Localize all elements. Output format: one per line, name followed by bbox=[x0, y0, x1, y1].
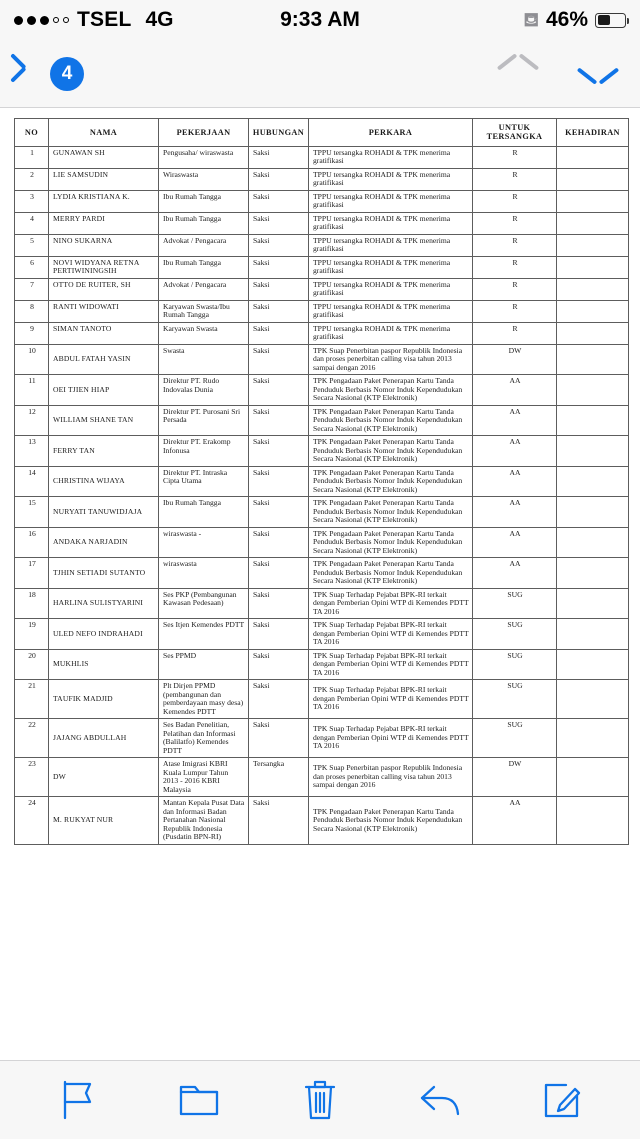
chevron-down-icon[interactable] bbox=[578, 61, 618, 87]
cell-hubungan: Saksi bbox=[249, 719, 309, 758]
cell-hubungan: Saksi bbox=[249, 278, 309, 300]
cell-untuk-tersangka: AA bbox=[473, 375, 557, 406]
unread-count-badge[interactable]: 4 bbox=[50, 57, 84, 91]
table-header bbox=[15, 119, 629, 147]
cell-perkara: TPK Suap Terhadap Pejabat BPK-RI terkait dengan Pemberian Opini WTP di Kemendes PDTT TA 2016 bbox=[309, 588, 473, 619]
cell-hubungan: Saksi bbox=[249, 190, 309, 212]
cell-perkara: TPK Suap Terhadap Pejabat BPK-RI terkait dengan Pemberian Opini WTP di Kemendes PDTT TA 2016 bbox=[309, 719, 473, 758]
cell-no: 17 bbox=[15, 558, 49, 589]
cell-kehadiran bbox=[557, 619, 629, 650]
cell-perkara: TPK Pengadaan Paket Penerapan Kartu Tanda Penduduk Berbasis Nomor Induk Kependudukan Secara Nasional (KTP Elektronik) bbox=[309, 466, 473, 497]
status-bar bbox=[0, 0, 640, 40]
cell-perkara: TPK Suap Terhadap Pejabat BPK-RI terkait dengan Pemberian Opini WTP di Kemendes PDTT TA 2016 bbox=[309, 649, 473, 680]
cell-untuk-tersangka: DW bbox=[473, 344, 557, 375]
table-row bbox=[15, 168, 629, 190]
cell-untuk-tersangka: AA bbox=[473, 405, 557, 436]
table-row bbox=[15, 497, 629, 528]
cell-kehadiran bbox=[557, 436, 629, 467]
cell-nama: TAUFIK MADJID bbox=[49, 680, 159, 719]
cell-pekerjaan: wiraswasta bbox=[159, 558, 249, 589]
cell-no: 13 bbox=[15, 436, 49, 467]
cell-perkara: TPK Suap Penerbitan paspor Republik Indonesia dan proses penerbitan calling visa tahun 2013 sampai dengan 2016 bbox=[309, 344, 473, 375]
cell-perkara: TPPU tersangka ROHADI & TPK menerima gratifikasi bbox=[309, 300, 473, 322]
cell-pekerjaan: Plt Dirjen PPMD (pembangunan dan pemberdayaan masy desa) Kemendes PDTT bbox=[159, 680, 249, 719]
cell-no: 11 bbox=[15, 375, 49, 406]
cell-untuk-tersangka: R bbox=[473, 234, 557, 256]
cell-kehadiran bbox=[557, 278, 629, 300]
cell-pekerjaan: Ses PPMD bbox=[159, 649, 249, 680]
cell-pekerjaan: Ibu Rumah Tangga bbox=[159, 190, 249, 212]
cell-perkara: TPK Pengadaan Paket Penerapan Kartu Tanda Penduduk Berbasis Nomor Induk Kependudukan Secara Nasional (KTP Elektronik) bbox=[309, 558, 473, 589]
cell-pekerjaan: Wiraswasta bbox=[159, 168, 249, 190]
cell-nama: JAJANG ABDULLAH bbox=[49, 719, 159, 758]
column-header-kehadiran: KEHADIRAN bbox=[557, 119, 629, 147]
cell-hubungan: Saksi bbox=[249, 497, 309, 528]
cell-kehadiran bbox=[557, 405, 629, 436]
table-body bbox=[15, 146, 629, 844]
cell-pekerjaan: Ibu Rumah Tangga bbox=[159, 497, 249, 528]
cell-nama: NINO SUKARNA bbox=[49, 234, 159, 256]
table-row bbox=[15, 344, 629, 375]
table-row bbox=[15, 619, 629, 650]
cell-perkara: TPK Pengadaan Paket Penerapan Kartu Tanda Penduduk Berbasis Nomor Induk Kependudukan Secara Nasional (KTP Elektronik) bbox=[309, 797, 473, 845]
table-row bbox=[15, 436, 629, 467]
table-row bbox=[15, 558, 629, 589]
cell-no: 12 bbox=[15, 405, 49, 436]
cell-no: 20 bbox=[15, 649, 49, 680]
table-row bbox=[15, 797, 629, 845]
clock-label: 9:33 AM bbox=[280, 8, 360, 31]
cell-pekerjaan: Pengusaha/ wiraswasta bbox=[159, 146, 249, 168]
cell-perkara: TPK Pengadaan Paket Penerapan Kartu Tanda Penduduk Berbasis Nomor Induk Kependudukan Secara Nasional (KTP Elektronik) bbox=[309, 436, 473, 467]
cell-hubungan: Saksi bbox=[249, 405, 309, 436]
cell-nama: RANTI WIDOWATI bbox=[49, 300, 159, 322]
cell-no: 1 bbox=[15, 146, 49, 168]
cell-no: 7 bbox=[15, 278, 49, 300]
cell-kehadiran bbox=[557, 466, 629, 497]
cell-untuk-tersangka: SUG bbox=[473, 680, 557, 719]
cell-hubungan: Saksi bbox=[249, 256, 309, 278]
cell-no: 23 bbox=[15, 758, 49, 797]
cell-nama: NOVI WIDYANA RETNA PERTIWININGSIH bbox=[49, 256, 159, 278]
cell-no: 3 bbox=[15, 190, 49, 212]
cell-pekerjaan: Direktur PT. Erakomp Infonusa bbox=[159, 436, 249, 467]
table-row bbox=[15, 649, 629, 680]
folder-icon[interactable] bbox=[168, 1072, 230, 1128]
cell-nama: CHRISTINA WIJAYA bbox=[49, 466, 159, 497]
battery-percent-label: 46% bbox=[545, 8, 588, 31]
table-row bbox=[15, 680, 629, 719]
cell-nama: LIE SAMSUDIN bbox=[49, 168, 159, 190]
table-row bbox=[15, 146, 629, 168]
cell-hubungan: Saksi bbox=[249, 375, 309, 406]
cell-untuk-tersangka: R bbox=[473, 300, 557, 322]
network-type-label: 4G bbox=[145, 8, 174, 31]
cell-hubungan: Saksi bbox=[249, 146, 309, 168]
cell-pekerjaan: Advokat / Pengacara bbox=[159, 278, 249, 300]
cell-hubungan: Saksi bbox=[249, 619, 309, 650]
table-row bbox=[15, 212, 629, 234]
cell-perkara: TPPU tersangka ROHADI & TPK menerima gratifikasi bbox=[309, 278, 473, 300]
cell-pekerjaan: Advokat / Pengacara bbox=[159, 234, 249, 256]
table-row bbox=[15, 527, 629, 558]
cell-nama: TJHIN SETIADI SUTANTO bbox=[49, 558, 159, 589]
table-row bbox=[15, 256, 629, 278]
cell-nama: WILLIAM SHANE TAN bbox=[49, 405, 159, 436]
cell-kehadiran bbox=[557, 300, 629, 322]
cell-hubungan: Saksi bbox=[249, 588, 309, 619]
cell-hubungan: Saksi bbox=[249, 680, 309, 719]
column-header-nama: NAMA bbox=[49, 119, 159, 147]
cell-pekerjaan: Ibu Rumah Tangga bbox=[159, 212, 249, 234]
table-row bbox=[15, 234, 629, 256]
cell-nama: OTTO DE RUITER, SH bbox=[49, 278, 159, 300]
cell-hubungan: Saksi bbox=[249, 558, 309, 589]
battery-icon bbox=[595, 13, 626, 28]
cell-no: 8 bbox=[15, 300, 49, 322]
cell-perkara: TPPU tersangka ROHADI & TPK menerima gratifikasi bbox=[309, 256, 473, 278]
cell-perkara: TPK Pengadaan Paket Penerapan Kartu Tanda Penduduk Berbasis Nomor Induk Kependudukan Secara Nasional (KTP Elektronik) bbox=[309, 527, 473, 558]
cell-kehadiran bbox=[557, 527, 629, 558]
cell-hubungan: Saksi bbox=[249, 234, 309, 256]
chevron-left-icon[interactable] bbox=[22, 57, 42, 91]
cell-nama: ULED NEFO INDRAHADI bbox=[49, 619, 159, 650]
cell-untuk-tersangka: R bbox=[473, 168, 557, 190]
cell-no: 2 bbox=[15, 168, 49, 190]
cell-pekerjaan: wiraswasta - bbox=[159, 527, 249, 558]
cell-pekerjaan: Karyawan Swasta/Ibu Rumah Tangga bbox=[159, 300, 249, 322]
column-header-no: NO bbox=[15, 119, 49, 147]
cell-hubungan: Saksi bbox=[249, 527, 309, 558]
cell-hubungan: Saksi bbox=[249, 344, 309, 375]
cell-pekerjaan: Mantan Kepala Pusat Data dan Informasi Badan Pertanahan Nasional Republik Indonesia (Pusdatin BPN-RI) bbox=[159, 797, 249, 845]
cell-untuk-tersangka: R bbox=[473, 212, 557, 234]
attachment-page bbox=[14, 118, 628, 845]
cell-untuk-tersangka: AA bbox=[473, 466, 557, 497]
cell-kehadiran bbox=[557, 497, 629, 528]
cell-perkara: TPK Pengadaan Paket Penerapan Kartu Tanda Penduduk Berbasis Nomor Induk Kependudukan Secara Nasional (KTP Elektronik) bbox=[309, 405, 473, 436]
cell-perkara: TPPU tersangka ROHADI & TPK menerima gratifikasi bbox=[309, 190, 473, 212]
cell-hubungan: Saksi bbox=[249, 466, 309, 497]
cell-perkara: TPPU tersangka ROHADI & TPK menerima gratifikasi bbox=[309, 322, 473, 344]
cell-nama: M. RUKYAT NUR bbox=[49, 797, 159, 845]
table-row bbox=[15, 719, 629, 758]
cell-nama: ABDUL FATAH YASIN bbox=[49, 344, 159, 375]
cell-no: 19 bbox=[15, 619, 49, 650]
cell-kehadiran bbox=[557, 168, 629, 190]
cell-nama: DW bbox=[49, 758, 159, 797]
cell-kehadiran bbox=[557, 322, 629, 344]
cell-kehadiran bbox=[557, 758, 629, 797]
cell-pekerjaan: Direktur PT. Intraska Cipta Utama bbox=[159, 466, 249, 497]
cell-kehadiran bbox=[557, 680, 629, 719]
cell-hubungan: Saksi bbox=[249, 168, 309, 190]
table-row bbox=[15, 322, 629, 344]
flag-icon[interactable] bbox=[47, 1072, 109, 1128]
cell-untuk-tersangka: R bbox=[473, 322, 557, 344]
cell-kehadiran bbox=[557, 256, 629, 278]
reply-icon[interactable] bbox=[410, 1072, 472, 1128]
cell-perkara: TPK Pengadaan Paket Penerapan Kartu Tanda Penduduk Berbasis Nomor Induk Kependudukan Secara Nasional (KTP Elektronik) bbox=[309, 497, 473, 528]
cell-perkara: TPPU tersangka ROHADI & TPK menerima gratifikasi bbox=[309, 146, 473, 168]
cell-nama: GUNAWAN SH bbox=[49, 146, 159, 168]
cell-untuk-tersangka: SUG bbox=[473, 719, 557, 758]
cell-kehadiran bbox=[557, 797, 629, 845]
cell-kehadiran bbox=[557, 558, 629, 589]
mail-action-toolbar bbox=[0, 1060, 640, 1139]
table-row bbox=[15, 375, 629, 406]
cell-untuk-tersangka: SUG bbox=[473, 588, 557, 619]
cell-no: 21 bbox=[15, 680, 49, 719]
cell-hubungan: Saksi bbox=[249, 797, 309, 845]
cell-perkara: TPPU tersangka ROHADI & TPK menerima gratifikasi bbox=[309, 168, 473, 190]
cell-untuk-tersangka: R bbox=[473, 146, 557, 168]
cell-pekerjaan: Ses PKP (Pembangunan Kawasan Pedesaan) bbox=[159, 588, 249, 619]
cell-no: 14 bbox=[15, 466, 49, 497]
cell-pekerjaan: Atase Imigrasi KBRI Kuala Lumpur Tahun 2013 - 2016 KBRI Malaysia bbox=[159, 758, 249, 797]
table-row bbox=[15, 405, 629, 436]
compose-icon[interactable] bbox=[531, 1072, 593, 1128]
cell-kehadiran bbox=[557, 212, 629, 234]
column-header-untuk-tersangka: UNTUK TERSANGKA bbox=[473, 119, 557, 147]
cell-no: 10 bbox=[15, 344, 49, 375]
cell-kehadiran bbox=[557, 375, 629, 406]
trash-icon[interactable] bbox=[289, 1072, 351, 1128]
table-row bbox=[15, 190, 629, 212]
cell-kehadiran bbox=[557, 588, 629, 619]
column-header-pekerjaan: PEKERJAAN bbox=[159, 119, 249, 147]
cell-untuk-tersangka: AA bbox=[473, 436, 557, 467]
cell-kehadiran bbox=[557, 719, 629, 758]
cell-kehadiran bbox=[557, 344, 629, 375]
carrier-label: TSEL bbox=[77, 8, 132, 31]
cell-nama: ANDAKA NARJADIN bbox=[49, 527, 159, 558]
cell-kehadiran bbox=[557, 234, 629, 256]
table-row bbox=[15, 466, 629, 497]
cell-no: 6 bbox=[15, 256, 49, 278]
cell-untuk-tersangka: R bbox=[473, 278, 557, 300]
message-body-scroll-area[interactable] bbox=[0, 108, 640, 1060]
table-header-row bbox=[15, 119, 629, 147]
cell-nama: NURYATI TANUWIDJAJA bbox=[49, 497, 159, 528]
cell-hubungan: Saksi bbox=[249, 300, 309, 322]
cell-no: 15 bbox=[15, 497, 49, 528]
cell-hubungan: Saksi bbox=[249, 436, 309, 467]
cell-untuk-tersangka: AA bbox=[473, 797, 557, 845]
cell-untuk-tersangka: AA bbox=[473, 497, 557, 528]
cell-pekerjaan: Ibu Rumah Tangga bbox=[159, 256, 249, 278]
table-row bbox=[15, 300, 629, 322]
cell-perkara: TPK Suap Terhadap Pejabat BPK-RI terkait dengan Pemberian Opini WTP di Kemendes PDTT TA 2016 bbox=[309, 619, 473, 650]
table-row bbox=[15, 588, 629, 619]
cell-no: 5 bbox=[15, 234, 49, 256]
cell-nama: FERRY TAN bbox=[49, 436, 159, 467]
cell-pekerjaan: Ses Itjen Kemendes PDTT bbox=[159, 619, 249, 650]
cell-nama: OEI TJIEN HIAP bbox=[49, 375, 159, 406]
attendance-table bbox=[14, 118, 629, 845]
cell-pekerjaan: Direktur PT. Purosani Sri Persada bbox=[159, 405, 249, 436]
cell-nama: LYDIA KRISTIANA K. bbox=[49, 190, 159, 212]
cell-pekerjaan: Direktur PT. Rudo Indovalas Dunia bbox=[159, 375, 249, 406]
cell-untuk-tersangka: AA bbox=[473, 527, 557, 558]
cell-hubungan: Saksi bbox=[249, 212, 309, 234]
table-row bbox=[15, 278, 629, 300]
cell-perkara: TPPU tersangka ROHADI & TPK menerima gratifikasi bbox=[309, 234, 473, 256]
cell-kehadiran bbox=[557, 146, 629, 168]
bluetooth-icon: ⛾ bbox=[523, 9, 539, 31]
cell-no: 24 bbox=[15, 797, 49, 845]
cell-untuk-tersangka: AA bbox=[473, 558, 557, 589]
cell-no: 9 bbox=[15, 322, 49, 344]
nav-message-stepper bbox=[498, 61, 618, 87]
cell-hubungan: Saksi bbox=[249, 649, 309, 680]
cell-perkara: TPK Pengadaan Paket Penerapan Kartu Tanda Penduduk Berbasis Nomor Induk Kependudukan Secara Nasional (KTP Elektronik) bbox=[309, 375, 473, 406]
cell-nama: HARLINA SULISTYARINI bbox=[49, 588, 159, 619]
cell-untuk-tersangka: R bbox=[473, 190, 557, 212]
cell-kehadiran bbox=[557, 190, 629, 212]
cell-nama: SIMAN TANOTO bbox=[49, 322, 159, 344]
chevron-up-icon[interactable] bbox=[498, 61, 538, 87]
cell-untuk-tersangka: R bbox=[473, 256, 557, 278]
cell-pekerjaan: Karyawan Swasta bbox=[159, 322, 249, 344]
cell-perkara: TPK Suap Penerbitan paspor Republik Indonesia dan proses penerbitan calling visa tahun 2013 sampai dengan 2016 bbox=[309, 758, 473, 797]
cell-pekerjaan: Swasta bbox=[159, 344, 249, 375]
column-header-hubungan: HUBUNGAN bbox=[249, 119, 309, 147]
cell-untuk-tersangka: SUG bbox=[473, 649, 557, 680]
nav-back-group[interactable] bbox=[22, 57, 84, 91]
table-row bbox=[15, 758, 629, 797]
navigation-bar bbox=[0, 40, 640, 108]
cell-nama: MERRY PARDI bbox=[49, 212, 159, 234]
cell-untuk-tersangka: SUG bbox=[473, 619, 557, 650]
cell-no: 22 bbox=[15, 719, 49, 758]
cell-no: 4 bbox=[15, 212, 49, 234]
cell-hubungan: Tersangka bbox=[249, 758, 309, 797]
cell-nama: MUKHLIS bbox=[49, 649, 159, 680]
cell-untuk-tersangka: DW bbox=[473, 758, 557, 797]
cell-pekerjaan: Ses Badan Penelitian, Pelatihan dan Informasi (Balilatfo) Kemendes PDTT bbox=[159, 719, 249, 758]
cell-hubungan: Saksi bbox=[249, 322, 309, 344]
cell-no: 18 bbox=[15, 588, 49, 619]
cell-perkara: TPK Suap Terhadap Pejabat BPK-RI terkait dengan Pemberian Opini WTP di Kemendes PDTT TA 2016 bbox=[309, 680, 473, 719]
cell-no: 16 bbox=[15, 527, 49, 558]
column-header-perkara: PERKARA bbox=[309, 119, 473, 147]
cell-perkara: TPPU tersangka ROHADI & TPK menerima gratifikasi bbox=[309, 212, 473, 234]
cell-kehadiran bbox=[557, 649, 629, 680]
